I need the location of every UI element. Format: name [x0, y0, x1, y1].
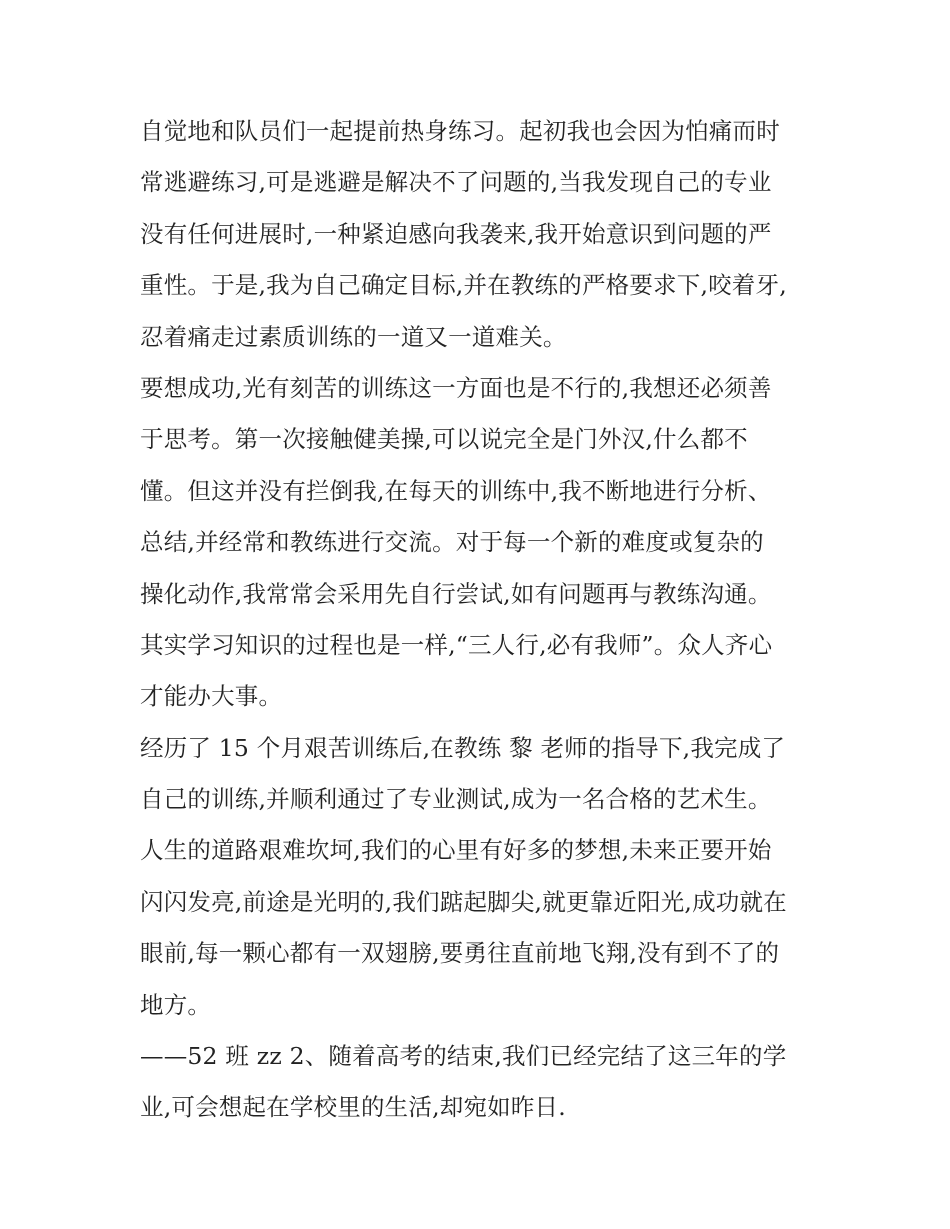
text-line: 重性。于是,我为自己确定目标,并在教练的严格要求下,咬着牙,: [140, 271, 787, 300]
text-line: 经历了 15 个月艰苦训练后,在教练 黎 老师的指导下,我完成了: [140, 733, 786, 762]
text-line: 懂。但这并没有拦倒我,在每天的训练中,我不断地进行分析、: [140, 476, 772, 505]
text-line: 才能办大事。: [140, 682, 283, 711]
text-line: 没有任何进展时,一种紧迫感向我袭来,我开始意识到问题的严: [140, 219, 772, 248]
text-line: 闪闪发亮,前途是光明的,我们踮起脚尖,就更靠近阳光,成功就在: [140, 887, 787, 916]
text-line: ——52 班 zz 2、随着高考的结束,我们已经完结了这三年的学: [140, 1042, 787, 1071]
text-line: 自觉地和队员们一起提前热身练习。起初我也会因为怕痛而时: [140, 117, 780, 145]
text-line: 自己的训练,并顺利通过了专业测试,成为一名合格的艺术生。: [140, 785, 772, 814]
text-line: 总结,并经常和教练进行交流。对于每一个新的难度或复杂的: [140, 528, 764, 557]
text-line: 操化动作,我常常会采用先自行尝试,如有问题再与教练沟通。: [140, 579, 772, 608]
text-line: 忍着痛走过素质训练的一道又一道难关。: [140, 322, 567, 351]
text-line: 业,可会想起在学校里的生活,却宛如昨日.: [140, 1093, 566, 1122]
text-line: 于思考。第一次接触健美操,可以说完全是门外汉,什么都不: [140, 425, 748, 454]
text-line: 其实学习知识的过程也是一样,“三人行,必有我师”。众人齐心: [140, 630, 773, 659]
text-line: 要想成功,光有刻苦的训练这一方面也是不行的,我想还必须善: [140, 373, 772, 402]
text-line: 地方。: [140, 990, 212, 1019]
body-text: [140, 106, 830, 1134]
text-line: 眼前,每一颗心都有一双翅膀,要勇往直前地飞翔,没有到不了的: [140, 939, 780, 968]
text-line: 人生的道路艰难坎坷,我们的心里有好多的梦想,未来正要开始: [140, 836, 772, 865]
text-line: 常逃避练习,可是逃避是解决不了问题的,当我发现自己的专业: [140, 168, 772, 197]
